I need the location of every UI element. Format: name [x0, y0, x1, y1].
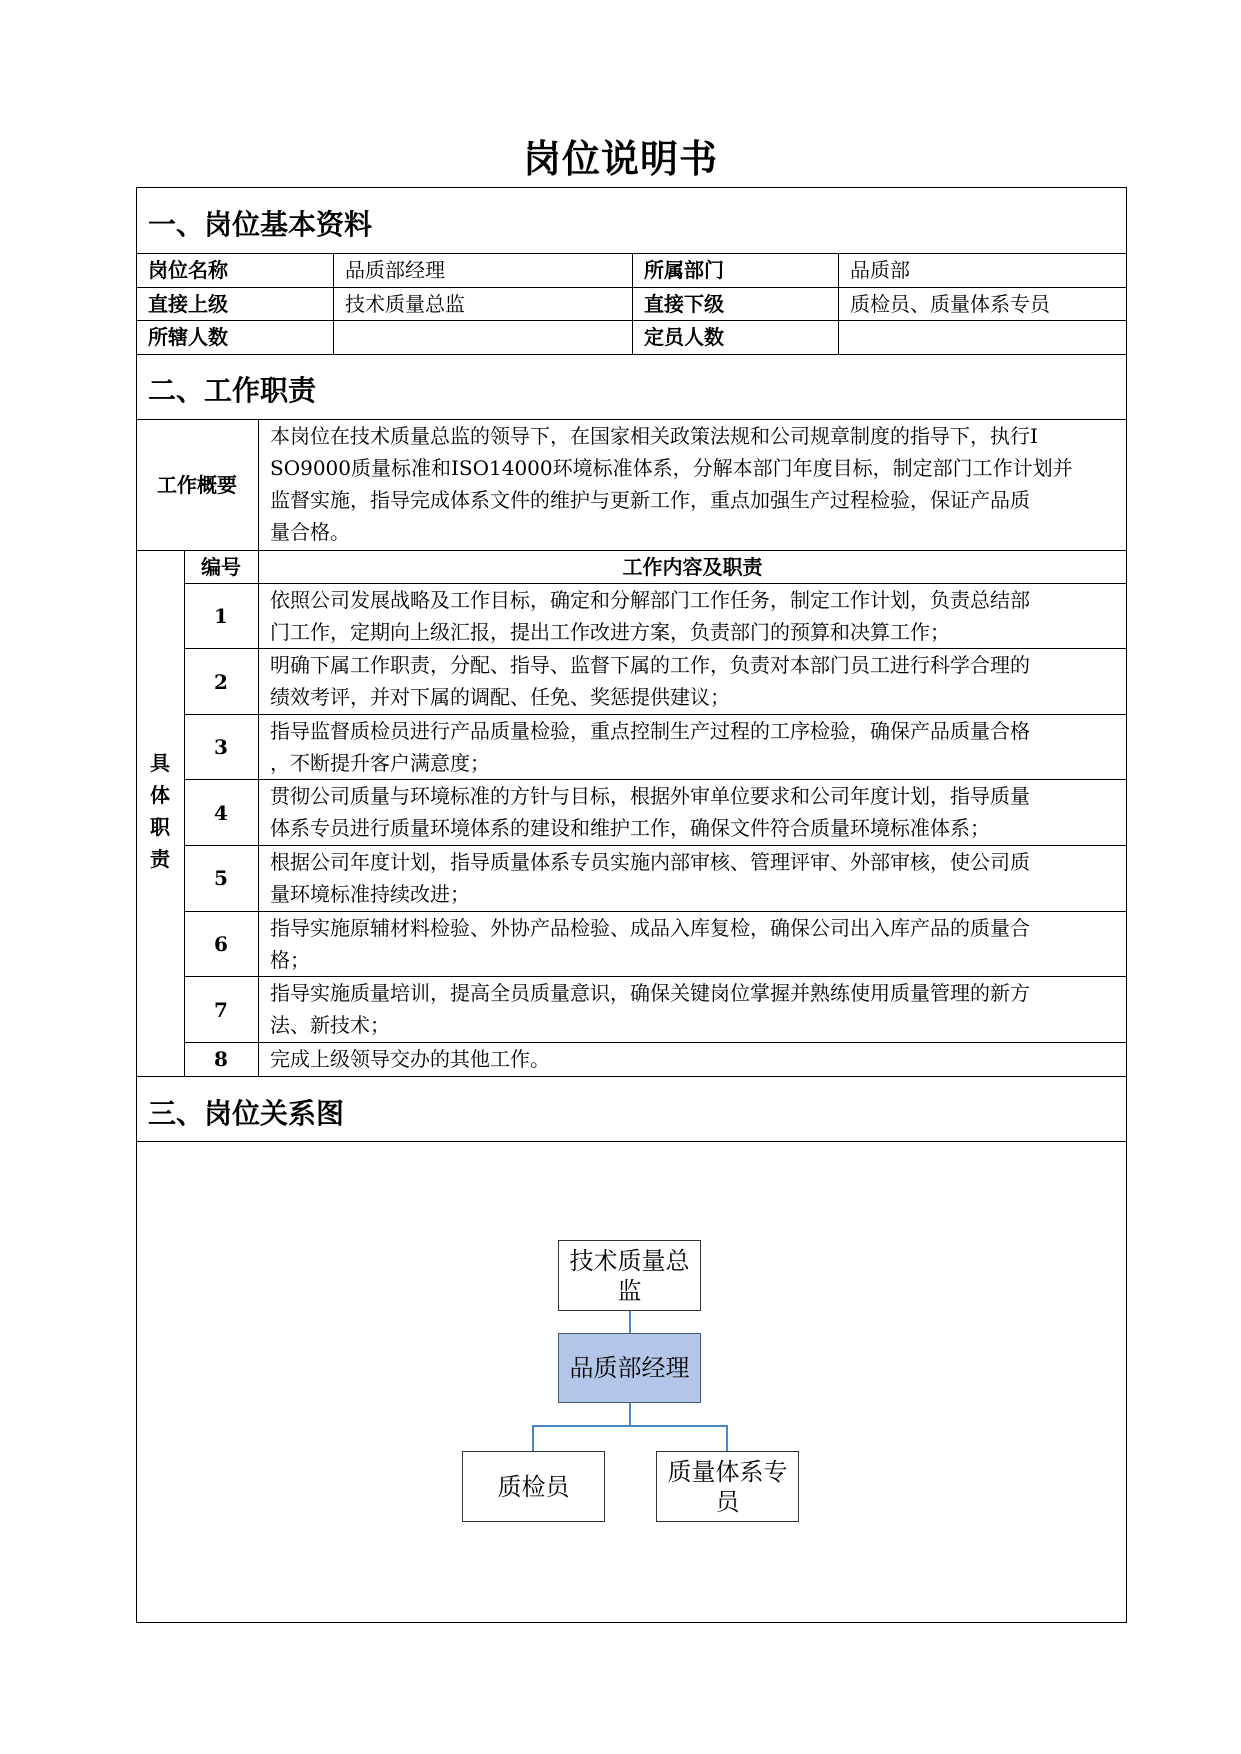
duty-number: 3 [214, 735, 228, 759]
divider [258, 419, 259, 1076]
page-title: 岗位说明书 [522, 136, 718, 181]
duty-number: 2 [214, 670, 228, 694]
duty-number: 8 [214, 1047, 228, 1071]
duty-content: 指导实施原辅材料检验、外协产品检验、成品入库复检，确保公司出入库产品的质量合 格； [270, 916, 1030, 972]
duty-content: 明确下属工作职责，分配、指导、监督下属的工作，负责对本部门员工进行科学合理的 绩效考评，并对下属的调配、任免、奖惩提供建议； [270, 653, 1030, 709]
divider [136, 1141, 1127, 1142]
duty-number: 6 [214, 932, 228, 956]
overview-text: 本岗位在技术质量总监的领导下，在国家相关政策法规和公司规章制度的指导下，执行I SO9000质量标准和ISO14000环境标准体系，分解本部门年度目标，制定部门工作计划并 监督实施，指导完成体系文件的维护与更新工作，重点加强生产过程检验，保证产品质 量合格。 [270, 424, 1073, 544]
org-box-quality-manager: 品质部经理 [558, 1333, 701, 1403]
duties-side-label: 具 体 职 责 [150, 751, 170, 871]
label-direct-superior: 直接上级 [148, 292, 228, 316]
connector [532, 1425, 534, 1452]
value-department: 品质部 [850, 258, 910, 282]
divider [136, 354, 1127, 355]
section-relations-heading: 三、岗位关系图 [148, 1097, 345, 1130]
org-box-quality-system-specialist: 质量体系专 员 [656, 1451, 799, 1522]
divider [136, 1076, 1127, 1077]
overview-label: 工作概要 [157, 473, 237, 497]
duty-content: 贯彻公司质量与环境标准的方针与目标，根据外审单位要求和公司年度计划，指导质量 体系专员进行质量环境体系的建设和维护工作，确保文件符合质量环境标准体系； [270, 784, 1030, 840]
org-box-quality-inspector: 质检员 [462, 1451, 605, 1522]
duty-content: 完成上级领导交办的其他工作。 [270, 1047, 550, 1071]
connector [532, 1425, 728, 1427]
value-direct-superior: 技术质量总监 [345, 292, 465, 316]
duty-content: 指导监督质检员进行产品质量检验，重点控制生产过程的工序检验，确保产品质量合格 ，不断提升客户满意度； [270, 719, 1030, 775]
label-direct-subordinate: 直接下级 [644, 292, 724, 316]
section-basic-heading: 一、岗位基本资料 [148, 208, 373, 241]
value-position-name: 品质部经理 [345, 258, 445, 282]
divider [838, 253, 839, 354]
divider [333, 253, 334, 354]
section-duties-heading: 二、工作职责 [148, 374, 317, 407]
header-number: 编号 [201, 555, 241, 579]
connector [629, 1402, 631, 1426]
duty-content: 依照公司发展战略及工作目标，确定和分解部门工作任务，制定工作计划，负责总结部 门工作，定期向上级汇报，提出工作改进方案，负责部门的预算和决算工作； [270, 588, 1030, 644]
label-position-name: 岗位名称 [148, 258, 228, 282]
duty-number: 4 [214, 801, 228, 825]
divider [632, 253, 633, 354]
duty-content: 根据公司年度计划，指导质量体系专员实施内部审核、管理评审、外部审核，使公司质 量环境标准持续改进； [270, 850, 1030, 906]
duty-number: 5 [214, 866, 228, 890]
label-headcount: 所辖人数 [148, 325, 228, 349]
label-staffing: 定员人数 [644, 325, 724, 349]
org-box-technical-quality-director: 技术质量总 监 [558, 1240, 701, 1311]
duty-content: 指导实施质量培训，提高全员质量意识，确保关键岗位掌握并熟练使用质量管理的新方 法、新技术； [270, 981, 1030, 1037]
duty-number: 7 [214, 998, 228, 1022]
label-department: 所属部门 [644, 258, 724, 282]
connector [629, 1310, 631, 1334]
header-content: 工作内容及职责 [622, 555, 763, 579]
duty-number: 1 [214, 604, 228, 628]
connector [726, 1425, 728, 1452]
value-direct-subordinate: 质检员、质量体系专员 [850, 292, 1050, 316]
